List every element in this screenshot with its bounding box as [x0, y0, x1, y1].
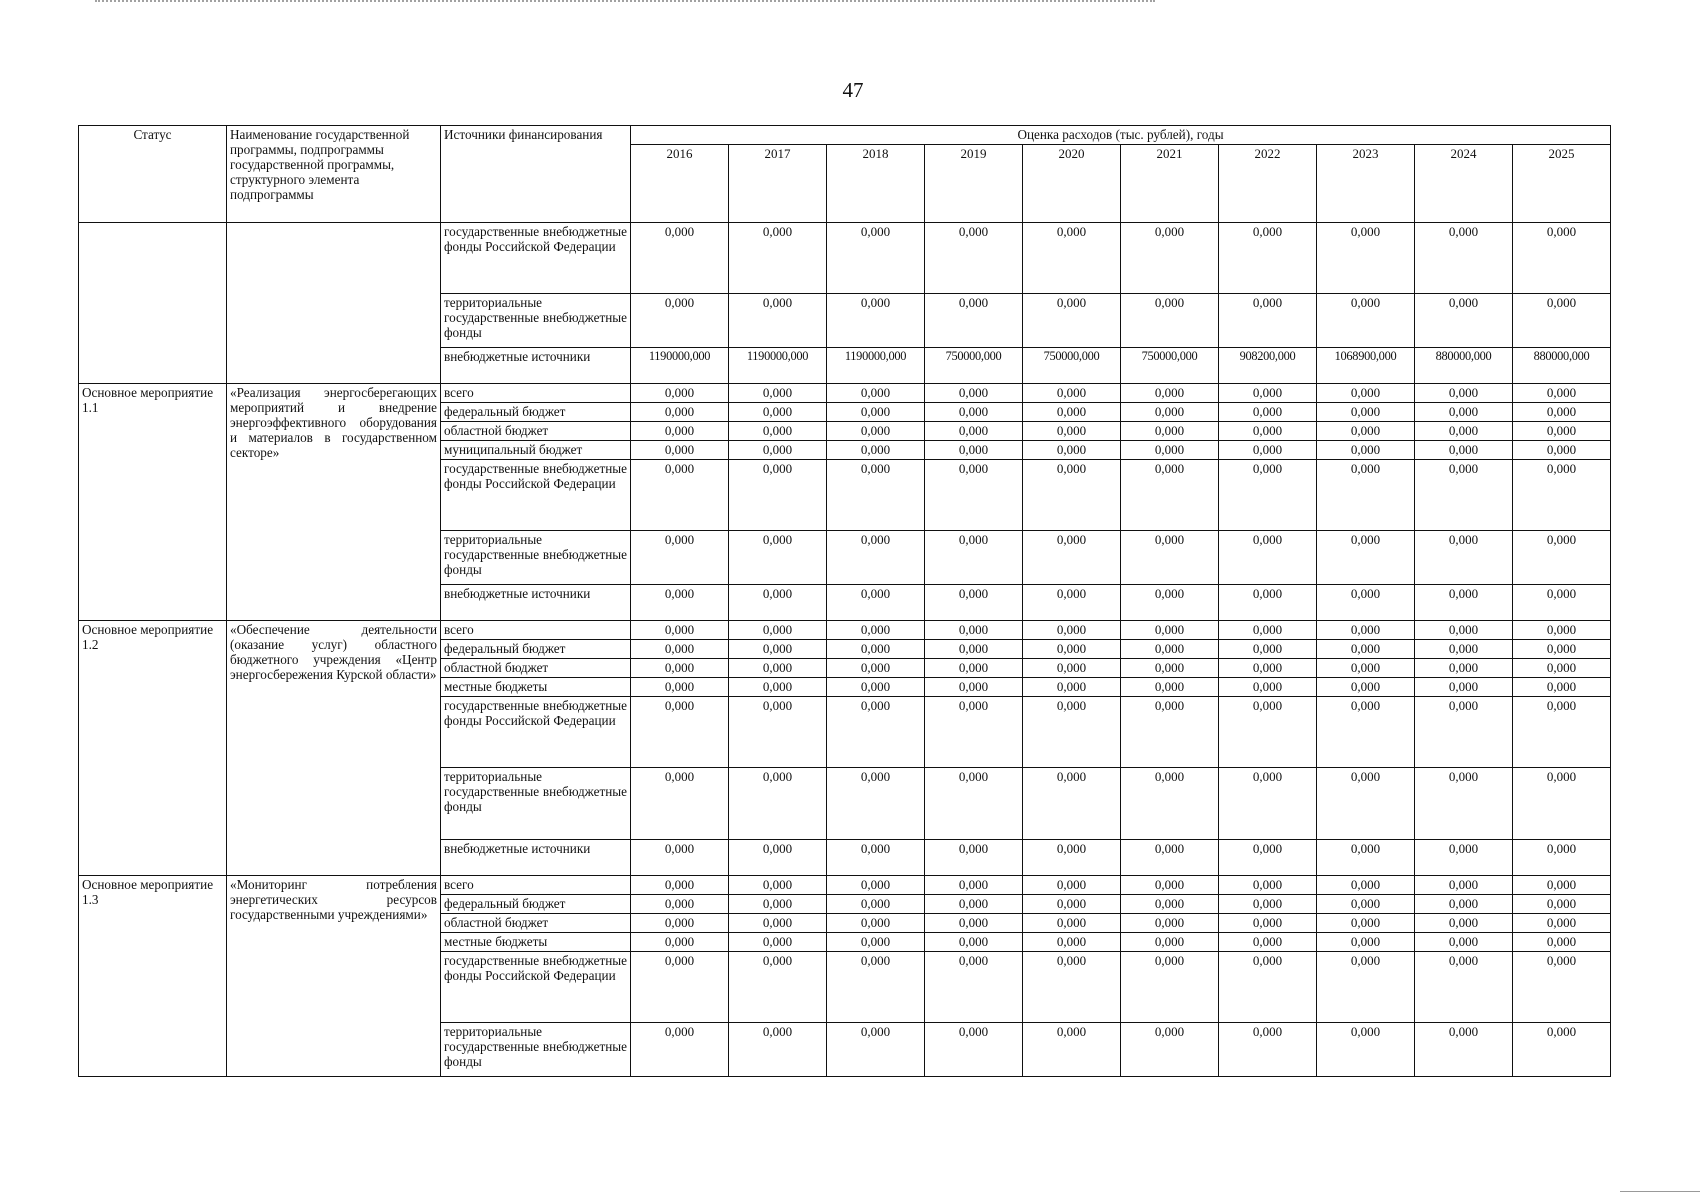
value-cell-2022: 0,000 — [1219, 876, 1317, 895]
funding-source-cell: всего — [441, 621, 631, 640]
value-cell-2019: 0,000 — [925, 585, 1023, 621]
value-cell-2025: 0,000 — [1513, 697, 1611, 768]
status-cell — [79, 223, 227, 384]
value-cell-2022: 0,000 — [1219, 1023, 1317, 1077]
value-cell-2018: 0,000 — [827, 933, 925, 952]
value-cell-2021: 0,000 — [1121, 914, 1219, 933]
value-cell-2023: 0,000 — [1317, 294, 1415, 348]
value-cell-2019: 0,000 — [925, 422, 1023, 441]
value-cell-2025: 0,000 — [1513, 531, 1611, 585]
value-cell-2019: 0,000 — [925, 441, 1023, 460]
value-cell-2018: 1190000,000 — [827, 348, 925, 384]
value-cell-2020: 0,000 — [1023, 1023, 1121, 1077]
value-cell-2018: 0,000 — [827, 422, 925, 441]
header-name: Наименование государственной программы, подпрограммы государственной программы, структурного элемента подпрограммы — [227, 126, 441, 223]
value-cell-2021: 0,000 — [1121, 460, 1219, 531]
value-cell-2017: 0,000 — [729, 895, 827, 914]
value-cell-2025: 0,000 — [1513, 384, 1611, 403]
value-cell-2022: 0,000 — [1219, 223, 1317, 294]
value-cell-2023: 0,000 — [1317, 621, 1415, 640]
value-cell-2016: 0,000 — [631, 768, 729, 840]
value-cell-2023: 0,000 — [1317, 876, 1415, 895]
value-cell-2025: 0,000 — [1513, 294, 1611, 348]
value-cell-2025: 0,000 — [1513, 678, 1611, 697]
value-cell-2024: 0,000 — [1415, 403, 1513, 422]
funding-source-cell: территориальные государственные внебюджетные фонды — [441, 768, 631, 840]
value-cell-2021: 0,000 — [1121, 640, 1219, 659]
value-cell-2021: 0,000 — [1121, 294, 1219, 348]
value-cell-2019: 0,000 — [925, 697, 1023, 768]
value-cell-2020: 0,000 — [1023, 640, 1121, 659]
value-cell-2017: 0,000 — [729, 294, 827, 348]
value-cell-2025: 0,000 — [1513, 840, 1611, 876]
program-name-cell: «Реализация энергосберегающих мероприятий и внедрение энергоэффективного оборудования и материалов в государственном секторе» — [227, 384, 441, 621]
value-cell-2021: 0,000 — [1121, 621, 1219, 640]
funding-source-cell: федеральный бюджет — [441, 640, 631, 659]
value-cell-2020: 0,000 — [1023, 531, 1121, 585]
header-year-2017: 2017 — [729, 145, 827, 223]
value-cell-2022: 0,000 — [1219, 460, 1317, 531]
value-cell-2018: 0,000 — [827, 876, 925, 895]
value-cell-2017: 0,000 — [729, 659, 827, 678]
value-cell-2018: 0,000 — [827, 223, 925, 294]
value-cell-2023: 0,000 — [1317, 768, 1415, 840]
value-cell-2022: 0,000 — [1219, 768, 1317, 840]
value-cell-2018: 0,000 — [827, 621, 925, 640]
value-cell-2020: 0,000 — [1023, 659, 1121, 678]
value-cell-2021: 0,000 — [1121, 403, 1219, 422]
value-cell-2020: 0,000 — [1023, 895, 1121, 914]
value-cell-2024: 0,000 — [1415, 840, 1513, 876]
value-cell-2023: 0,000 — [1317, 384, 1415, 403]
value-cell-2017: 1190000,000 — [729, 348, 827, 384]
scan-artifact-bottom — [1620, 1191, 1700, 1192]
value-cell-2024: 0,000 — [1415, 659, 1513, 678]
funding-source-cell: федеральный бюджет — [441, 895, 631, 914]
value-cell-2020: 0,000 — [1023, 441, 1121, 460]
status-cell: Основное мероприятие 1.1 — [79, 384, 227, 621]
value-cell-2023: 0,000 — [1317, 585, 1415, 621]
funding-source-cell: внебюджетные источники — [441, 840, 631, 876]
value-cell-2023: 0,000 — [1317, 1023, 1415, 1077]
value-cell-2016: 0,000 — [631, 1023, 729, 1077]
value-cell-2022: 0,000 — [1219, 422, 1317, 441]
value-cell-2022: 0,000 — [1219, 678, 1317, 697]
funding-source-cell: всего — [441, 876, 631, 895]
funding-source-cell: всего — [441, 384, 631, 403]
value-cell-2022: 0,000 — [1219, 640, 1317, 659]
value-cell-2025: 0,000 — [1513, 223, 1611, 294]
value-cell-2019: 0,000 — [925, 876, 1023, 895]
value-cell-2025: 0,000 — [1513, 585, 1611, 621]
value-cell-2019: 0,000 — [925, 531, 1023, 585]
value-cell-2018: 0,000 — [827, 441, 925, 460]
value-cell-2018: 0,000 — [827, 768, 925, 840]
value-cell-2022: 0,000 — [1219, 840, 1317, 876]
value-cell-2020: 0,000 — [1023, 876, 1121, 895]
value-cell-2021: 0,000 — [1121, 531, 1219, 585]
value-cell-2019: 0,000 — [925, 659, 1023, 678]
table-body — [79, 223, 1611, 1077]
funding-source-cell: областной бюджет — [441, 659, 631, 678]
value-cell-2025: 0,000 — [1513, 441, 1611, 460]
value-cell-2019: 0,000 — [925, 678, 1023, 697]
value-cell-2020: 0,000 — [1023, 621, 1121, 640]
value-cell-2025: 0,000 — [1513, 659, 1611, 678]
value-cell-2016: 0,000 — [631, 441, 729, 460]
value-cell-2019: 0,000 — [925, 895, 1023, 914]
value-cell-2024: 0,000 — [1415, 460, 1513, 531]
value-cell-2017: 0,000 — [729, 384, 827, 403]
value-cell-2020: 0,000 — [1023, 422, 1121, 441]
program-name-cell — [227, 223, 441, 384]
value-cell-2019: 0,000 — [925, 294, 1023, 348]
value-cell-2021: 0,000 — [1121, 384, 1219, 403]
value-cell-2021: 750000,000 — [1121, 348, 1219, 384]
value-cell-2017: 0,000 — [729, 531, 827, 585]
header-year-2024: 2024 — [1415, 145, 1513, 223]
value-cell-2020: 0,000 — [1023, 768, 1121, 840]
value-cell-2018: 0,000 — [827, 697, 925, 768]
value-cell-2025: 0,000 — [1513, 422, 1611, 441]
value-cell-2016: 0,000 — [631, 640, 729, 659]
value-cell-2016: 0,000 — [631, 914, 729, 933]
value-cell-2016: 0,000 — [631, 952, 729, 1023]
value-cell-2023: 0,000 — [1317, 933, 1415, 952]
funding-source-cell: местные бюджеты — [441, 933, 631, 952]
value-cell-2020: 750000,000 — [1023, 348, 1121, 384]
header-year-2019: 2019 — [925, 145, 1023, 223]
value-cell-2016: 0,000 — [631, 403, 729, 422]
table-header — [79, 126, 1611, 223]
value-cell-2016: 0,000 — [631, 876, 729, 895]
value-cell-2017: 0,000 — [729, 621, 827, 640]
value-cell-2024: 0,000 — [1415, 876, 1513, 895]
value-cell-2025: 0,000 — [1513, 460, 1611, 531]
funding-source-cell: внебюджетные источники — [441, 585, 631, 621]
value-cell-2023: 0,000 — [1317, 659, 1415, 678]
value-cell-2019: 0,000 — [925, 384, 1023, 403]
value-cell-2024: 0,000 — [1415, 294, 1513, 348]
value-cell-2024: 0,000 — [1415, 678, 1513, 697]
value-cell-2020: 0,000 — [1023, 914, 1121, 933]
value-cell-2024: 0,000 — [1415, 384, 1513, 403]
value-cell-2016: 0,000 — [631, 697, 729, 768]
value-cell-2020: 0,000 — [1023, 460, 1121, 531]
value-cell-2017: 0,000 — [729, 422, 827, 441]
value-cell-2021: 0,000 — [1121, 876, 1219, 895]
value-cell-2016: 0,000 — [631, 895, 729, 914]
table-row — [79, 223, 1611, 294]
value-cell-2025: 0,000 — [1513, 895, 1611, 914]
value-cell-2018: 0,000 — [827, 952, 925, 1023]
value-cell-2019: 0,000 — [925, 640, 1023, 659]
value-cell-2018: 0,000 — [827, 585, 925, 621]
value-cell-2018: 0,000 — [827, 460, 925, 531]
status-cell: Основное мероприятие 1.2 — [79, 621, 227, 876]
value-cell-2016: 0,000 — [631, 840, 729, 876]
value-cell-2021: 0,000 — [1121, 1023, 1219, 1077]
funding-source-cell: областной бюджет — [441, 914, 631, 933]
table-row — [79, 621, 1611, 640]
value-cell-2018: 0,000 — [827, 384, 925, 403]
value-cell-2022: 0,000 — [1219, 914, 1317, 933]
value-cell-2022: 908200,000 — [1219, 348, 1317, 384]
value-cell-2022: 0,000 — [1219, 384, 1317, 403]
funding-source-cell: государственные внебюджетные фонды Российской Федерации — [441, 460, 631, 531]
value-cell-2021: 0,000 — [1121, 422, 1219, 441]
value-cell-2023: 0,000 — [1317, 441, 1415, 460]
value-cell-2023: 0,000 — [1317, 840, 1415, 876]
header-year-2018: 2018 — [827, 145, 925, 223]
value-cell-2025: 0,000 — [1513, 933, 1611, 952]
value-cell-2021: 0,000 — [1121, 840, 1219, 876]
value-cell-2024: 0,000 — [1415, 768, 1513, 840]
value-cell-2025: 0,000 — [1513, 768, 1611, 840]
value-cell-2019: 0,000 — [925, 223, 1023, 294]
value-cell-2017: 0,000 — [729, 914, 827, 933]
header-year-2016: 2016 — [631, 145, 729, 223]
value-cell-2023: 0,000 — [1317, 223, 1415, 294]
value-cell-2022: 0,000 — [1219, 659, 1317, 678]
value-cell-2020: 0,000 — [1023, 840, 1121, 876]
value-cell-2024: 0,000 — [1415, 895, 1513, 914]
value-cell-2020: 0,000 — [1023, 585, 1121, 621]
value-cell-2016: 0,000 — [631, 294, 729, 348]
header-status: Статус — [79, 126, 227, 223]
value-cell-2024: 0,000 — [1415, 621, 1513, 640]
funding-source-cell: территориальные государственные внебюджетные фонды — [441, 1023, 631, 1077]
value-cell-2019: 0,000 — [925, 933, 1023, 952]
value-cell-2020: 0,000 — [1023, 678, 1121, 697]
funding-source-cell: областной бюджет — [441, 422, 631, 441]
funding-source-cell: местные бюджеты — [441, 678, 631, 697]
header-year-2021: 2021 — [1121, 145, 1219, 223]
funding-source-cell: территориальные государственные внебюджетные фонды — [441, 294, 631, 348]
value-cell-2017: 0,000 — [729, 460, 827, 531]
value-cell-2022: 0,000 — [1219, 294, 1317, 348]
value-cell-2021: 0,000 — [1121, 952, 1219, 1023]
program-name-cell: «Обеспечение деятельности (оказание услуг) областного бюджетного учреждения «Центр энергосбережения Курской области» — [227, 621, 441, 876]
value-cell-2022: 0,000 — [1219, 697, 1317, 768]
value-cell-2016: 0,000 — [631, 384, 729, 403]
value-cell-2021: 0,000 — [1121, 933, 1219, 952]
value-cell-2016: 0,000 — [631, 659, 729, 678]
value-cell-2025: 0,000 — [1513, 621, 1611, 640]
value-cell-2016: 0,000 — [631, 621, 729, 640]
value-cell-2016: 0,000 — [631, 585, 729, 621]
value-cell-2018: 0,000 — [827, 640, 925, 659]
value-cell-2018: 0,000 — [827, 678, 925, 697]
header-year-2025: 2025 — [1513, 145, 1611, 223]
value-cell-2023: 0,000 — [1317, 460, 1415, 531]
value-cell-2016: 0,000 — [631, 531, 729, 585]
value-cell-2022: 0,000 — [1219, 933, 1317, 952]
value-cell-2020: 0,000 — [1023, 403, 1121, 422]
value-cell-2022: 0,000 — [1219, 403, 1317, 422]
value-cell-2019: 0,000 — [925, 914, 1023, 933]
value-cell-2019: 750000,000 — [925, 348, 1023, 384]
value-cell-2025: 0,000 — [1513, 403, 1611, 422]
value-cell-2023: 0,000 — [1317, 952, 1415, 1023]
value-cell-2024: 0,000 — [1415, 223, 1513, 294]
value-cell-2021: 0,000 — [1121, 678, 1219, 697]
value-cell-2020: 0,000 — [1023, 384, 1121, 403]
value-cell-2018: 0,000 — [827, 1023, 925, 1077]
funding-source-cell: муниципальный бюджет — [441, 441, 631, 460]
value-cell-2022: 0,000 — [1219, 895, 1317, 914]
value-cell-2017: 0,000 — [729, 223, 827, 294]
value-cell-2016: 0,000 — [631, 223, 729, 294]
value-cell-2025: 0,000 — [1513, 876, 1611, 895]
program-name-cell: «Мониторинг потребления энергетических ресурсов государственными учреждениями» — [227, 876, 441, 1077]
value-cell-2023: 0,000 — [1317, 403, 1415, 422]
value-cell-2021: 0,000 — [1121, 697, 1219, 768]
value-cell-2019: 0,000 — [925, 621, 1023, 640]
value-cell-2019: 0,000 — [925, 952, 1023, 1023]
value-cell-2025: 880000,000 — [1513, 348, 1611, 384]
value-cell-2023: 0,000 — [1317, 531, 1415, 585]
value-cell-2017: 0,000 — [729, 1023, 827, 1077]
value-cell-2024: 0,000 — [1415, 933, 1513, 952]
value-cell-2021: 0,000 — [1121, 441, 1219, 460]
value-cell-2018: 0,000 — [827, 531, 925, 585]
funding-source-cell: государственные внебюджетные фонды Российской Федерации — [441, 223, 631, 294]
funding-source-cell: внебюджетные источники — [441, 348, 631, 384]
value-cell-2019: 0,000 — [925, 1023, 1023, 1077]
value-cell-2016: 0,000 — [631, 422, 729, 441]
header-expenses: Оценка расходов (тыс. рублей), годы — [631, 126, 1611, 145]
value-cell-2023: 0,000 — [1317, 697, 1415, 768]
value-cell-2016: 0,000 — [631, 460, 729, 531]
value-cell-2024: 0,000 — [1415, 1023, 1513, 1077]
value-cell-2016: 0,000 — [631, 933, 729, 952]
header-year-2023: 2023 — [1317, 145, 1415, 223]
value-cell-2021: 0,000 — [1121, 585, 1219, 621]
value-cell-2022: 0,000 — [1219, 952, 1317, 1023]
value-cell-2021: 0,000 — [1121, 659, 1219, 678]
header-sources: Источники финансирования — [441, 126, 631, 223]
table-row — [79, 876, 1611, 895]
value-cell-2024: 880000,000 — [1415, 348, 1513, 384]
value-cell-2017: 0,000 — [729, 840, 827, 876]
value-cell-2020: 0,000 — [1023, 294, 1121, 348]
value-cell-2016: 0,000 — [631, 678, 729, 697]
value-cell-2024: 0,000 — [1415, 697, 1513, 768]
value-cell-2023: 1068900,000 — [1317, 348, 1415, 384]
value-cell-2018: 0,000 — [827, 840, 925, 876]
page-number: 47 — [842, 78, 864, 102]
value-cell-2020: 0,000 — [1023, 223, 1121, 294]
value-cell-2017: 0,000 — [729, 403, 827, 422]
value-cell-2021: 0,000 — [1121, 768, 1219, 840]
value-cell-2021: 0,000 — [1121, 895, 1219, 914]
value-cell-2022: 0,000 — [1219, 585, 1317, 621]
table-row — [79, 384, 1611, 403]
value-cell-2023: 0,000 — [1317, 914, 1415, 933]
header-year-2020: 2020 — [1023, 145, 1121, 223]
value-cell-2024: 0,000 — [1415, 914, 1513, 933]
value-cell-2017: 0,000 — [729, 697, 827, 768]
value-cell-2018: 0,000 — [827, 914, 925, 933]
value-cell-2023: 0,000 — [1317, 678, 1415, 697]
value-cell-2017: 0,000 — [729, 678, 827, 697]
value-cell-2023: 0,000 — [1317, 895, 1415, 914]
scan-artifact-top — [95, 0, 1155, 4]
value-cell-2023: 0,000 — [1317, 640, 1415, 659]
value-cell-2018: 0,000 — [827, 403, 925, 422]
value-cell-2021: 0,000 — [1121, 223, 1219, 294]
value-cell-2017: 0,000 — [729, 952, 827, 1023]
value-cell-2020: 0,000 — [1023, 933, 1121, 952]
value-cell-2025: 0,000 — [1513, 640, 1611, 659]
value-cell-2019: 0,000 — [925, 460, 1023, 531]
value-cell-2019: 0,000 — [925, 403, 1023, 422]
value-cell-2024: 0,000 — [1415, 531, 1513, 585]
value-cell-2017: 0,000 — [729, 933, 827, 952]
funding-source-cell: государственные внебюджетные фонды Российской Федерации — [441, 697, 631, 768]
value-cell-2024: 0,000 — [1415, 640, 1513, 659]
value-cell-2025: 0,000 — [1513, 914, 1611, 933]
funding-source-cell: государственные внебюджетные фонды Российской Федерации — [441, 952, 631, 1023]
funding-source-cell: федеральный бюджет — [441, 403, 631, 422]
value-cell-2024: 0,000 — [1415, 422, 1513, 441]
value-cell-2018: 0,000 — [827, 895, 925, 914]
funding-source-cell: территориальные государственные внебюджетные фонды — [441, 531, 631, 585]
value-cell-2019: 0,000 — [925, 840, 1023, 876]
value-cell-2020: 0,000 — [1023, 697, 1121, 768]
value-cell-2016: 1190000,000 — [631, 348, 729, 384]
value-cell-2024: 0,000 — [1415, 441, 1513, 460]
value-cell-2025: 0,000 — [1513, 952, 1611, 1023]
value-cell-2017: 0,000 — [729, 441, 827, 460]
value-cell-2022: 0,000 — [1219, 531, 1317, 585]
value-cell-2017: 0,000 — [729, 876, 827, 895]
header-year-2022: 2022 — [1219, 145, 1317, 223]
value-cell-2018: 0,000 — [827, 659, 925, 678]
value-cell-2019: 0,000 — [925, 768, 1023, 840]
value-cell-2024: 0,000 — [1415, 952, 1513, 1023]
value-cell-2020: 0,000 — [1023, 952, 1121, 1023]
value-cell-2022: 0,000 — [1219, 621, 1317, 640]
value-cell-2017: 0,000 — [729, 640, 827, 659]
value-cell-2025: 0,000 — [1513, 1023, 1611, 1077]
value-cell-2017: 0,000 — [729, 768, 827, 840]
value-cell-2017: 0,000 — [729, 585, 827, 621]
value-cell-2024: 0,000 — [1415, 585, 1513, 621]
value-cell-2018: 0,000 — [827, 294, 925, 348]
value-cell-2022: 0,000 — [1219, 441, 1317, 460]
status-cell: Основное мероприятие 1.3 — [79, 876, 227, 1077]
value-cell-2023: 0,000 — [1317, 422, 1415, 441]
budget-table — [78, 125, 1611, 1077]
